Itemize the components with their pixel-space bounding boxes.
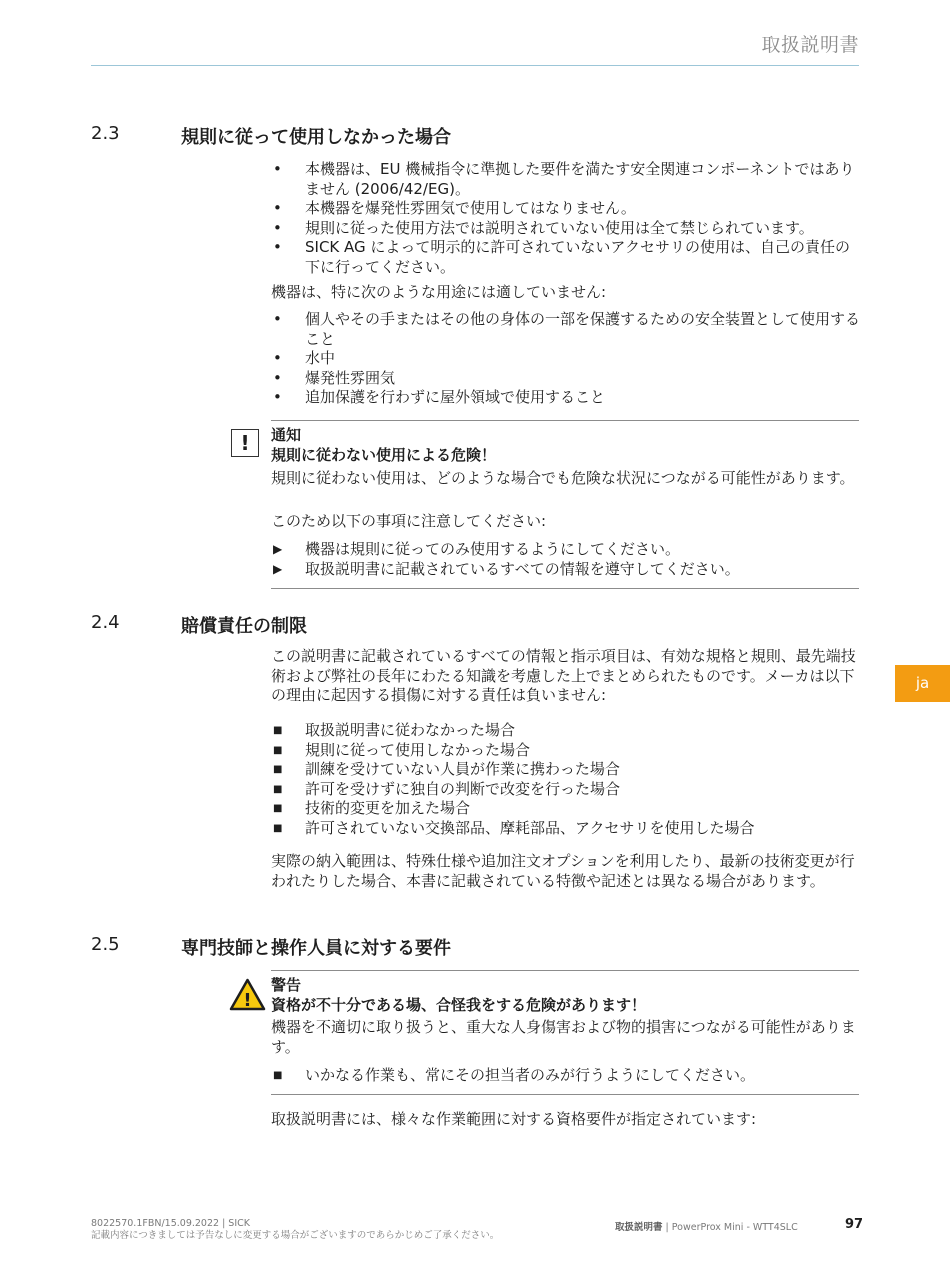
warning-headline: 資格が不十分である場、合怪我をする危険があります！ [271,996,647,1014]
unsuitable-list [271,310,861,408]
footer-doc-id: 8022570.1FBN/15.09.2022 | SICK [91,1218,250,1229]
section-title-2-3: 規則に従って使用しなかった場合 [181,127,451,148]
footer-left [91,1218,499,1242]
list-item: ■ 訓練を受けていない人員が作業に携わった場合 [273,760,620,778]
notice-top-rule [271,420,859,421]
liability-list [271,721,861,838]
running-header-title: 取扱説明書 [761,34,859,56]
list-item: • 水中 [273,349,336,367]
warning-bottom-rule [271,1094,859,1095]
footer-separator: | [665,1222,669,1233]
misuse-list [271,160,861,277]
section-title-2-5: 専門技師と操作人員に対する要件 [181,938,451,959]
list-item: ■ 許可を受けずに独自の判断で改変を行った場合 [273,779,621,798]
list-item: ■ 技術的変更を加えた場合 [273,799,471,817]
list-item: • 追加保護を行わずに屋外領域で使用すること [273,388,606,406]
footer-product: PowerProx Mini - WTT4SLC [671,1222,798,1233]
footer-doc-type: 取扱説明書 [615,1222,663,1233]
header-rule [91,65,859,66]
section-title-2-4: 賠償責任の制限 [181,616,307,637]
section-number-2-4: 2.4 [91,612,120,633]
qualification-paragraph: 取扱説明書には、様々な作業範囲に対する資格要件が指定されています: [271,1110,757,1128]
notice-label: 通知 [271,426,302,444]
list-item: ■ 取扱説明書に従わなかった場合 [273,721,516,739]
footer-product-info [615,1219,798,1233]
list-item: • SICK AG によって明示的に許可されていないアクセサリの使用は、自己の責任の下に行ってください。 [273,238,850,276]
notice-headline: 規則に従わない使用による危険！ [271,446,497,464]
notice-text: 規則に従わない使用は、どのような場合でも危険な状況につながる可能性があります。 [271,469,855,487]
notice-action-list [271,540,861,579]
list-item: • 個人やその手またはその他の身体の一部を保護するための安全装置として使用すること [273,310,861,348]
warning-label: 警告 [271,976,302,994]
unsuitable-intro: 機器は、特に次のような用途には適していません: [271,283,607,301]
warning-text: 機器を不適切に取り扱うと、重大な人身傷害および物的損害につながる可能性があります。 [271,1018,856,1056]
warning-triangle-icon [229,978,266,1011]
page-number: 97 [845,1217,864,1232]
warning-top-rule [271,970,859,971]
list-item: • 規則に従った使用方法では説明されていない使用は全て禁じられています。 [273,218,814,237]
svg-text:!: ! [243,990,252,1011]
footer-disclaimer: 記載内容につきましては予告なしに変更する場合がございますのであらかじめご了承ください。 [91,1230,500,1241]
notice-lead: このため以下の事項に注意してください: [271,512,547,530]
list-item: • 本機器は、EU 機械指令に準拠した要件を満たす安全関連コンポーネントではありません (2006/42/EG)。 [273,160,855,198]
section-number-2-5: 2.5 [91,934,120,955]
list-item: ■ いかなる作業も、常にその担当者のみが行うようにしてください。 [273,1066,756,1084]
list-item: ■ 許可されていない交換部品、摩耗部品、アクセサリを使用した場合 [273,818,755,837]
list-item: • 爆発性雰囲気 [273,368,396,387]
list-item: ▶ 機器は規則に従ってのみ使用するようにしてください。 [273,540,681,558]
liability-paragraph: この説明書に記載されているすべての情報と指示項目は、有効な規格と規則、最先端技術および弊社の長年にわたる知識を考慮した上でまとめられたものです。メーカは以下の理由に起因する損傷に対する責任は負いません: [271,647,856,704]
list-item: ▶ 取扱説明書に記載されているすべての情報を遵守してください。 [273,559,740,578]
list-item: ■ 規則に従って使用しなかった場合 [273,740,531,759]
list-item: • 本機器を爆発性雰囲気で使用してはなりません。 [273,199,636,217]
delivery-scope-paragraph: 実際の納入範囲は、特殊仕様や追加注文オプションを利用したり、最新の技術変更が行われたりした場合、本書に記載されている特徴や記述とは異なる場合があります。 [271,852,855,890]
section-number-2-3: 2.3 [91,123,120,144]
notice-bottom-rule [271,588,859,589]
warning-action-list [271,1066,861,1086]
notice-exclamation-icon: ! [231,429,259,457]
language-tab-ja: ja [895,665,950,702]
